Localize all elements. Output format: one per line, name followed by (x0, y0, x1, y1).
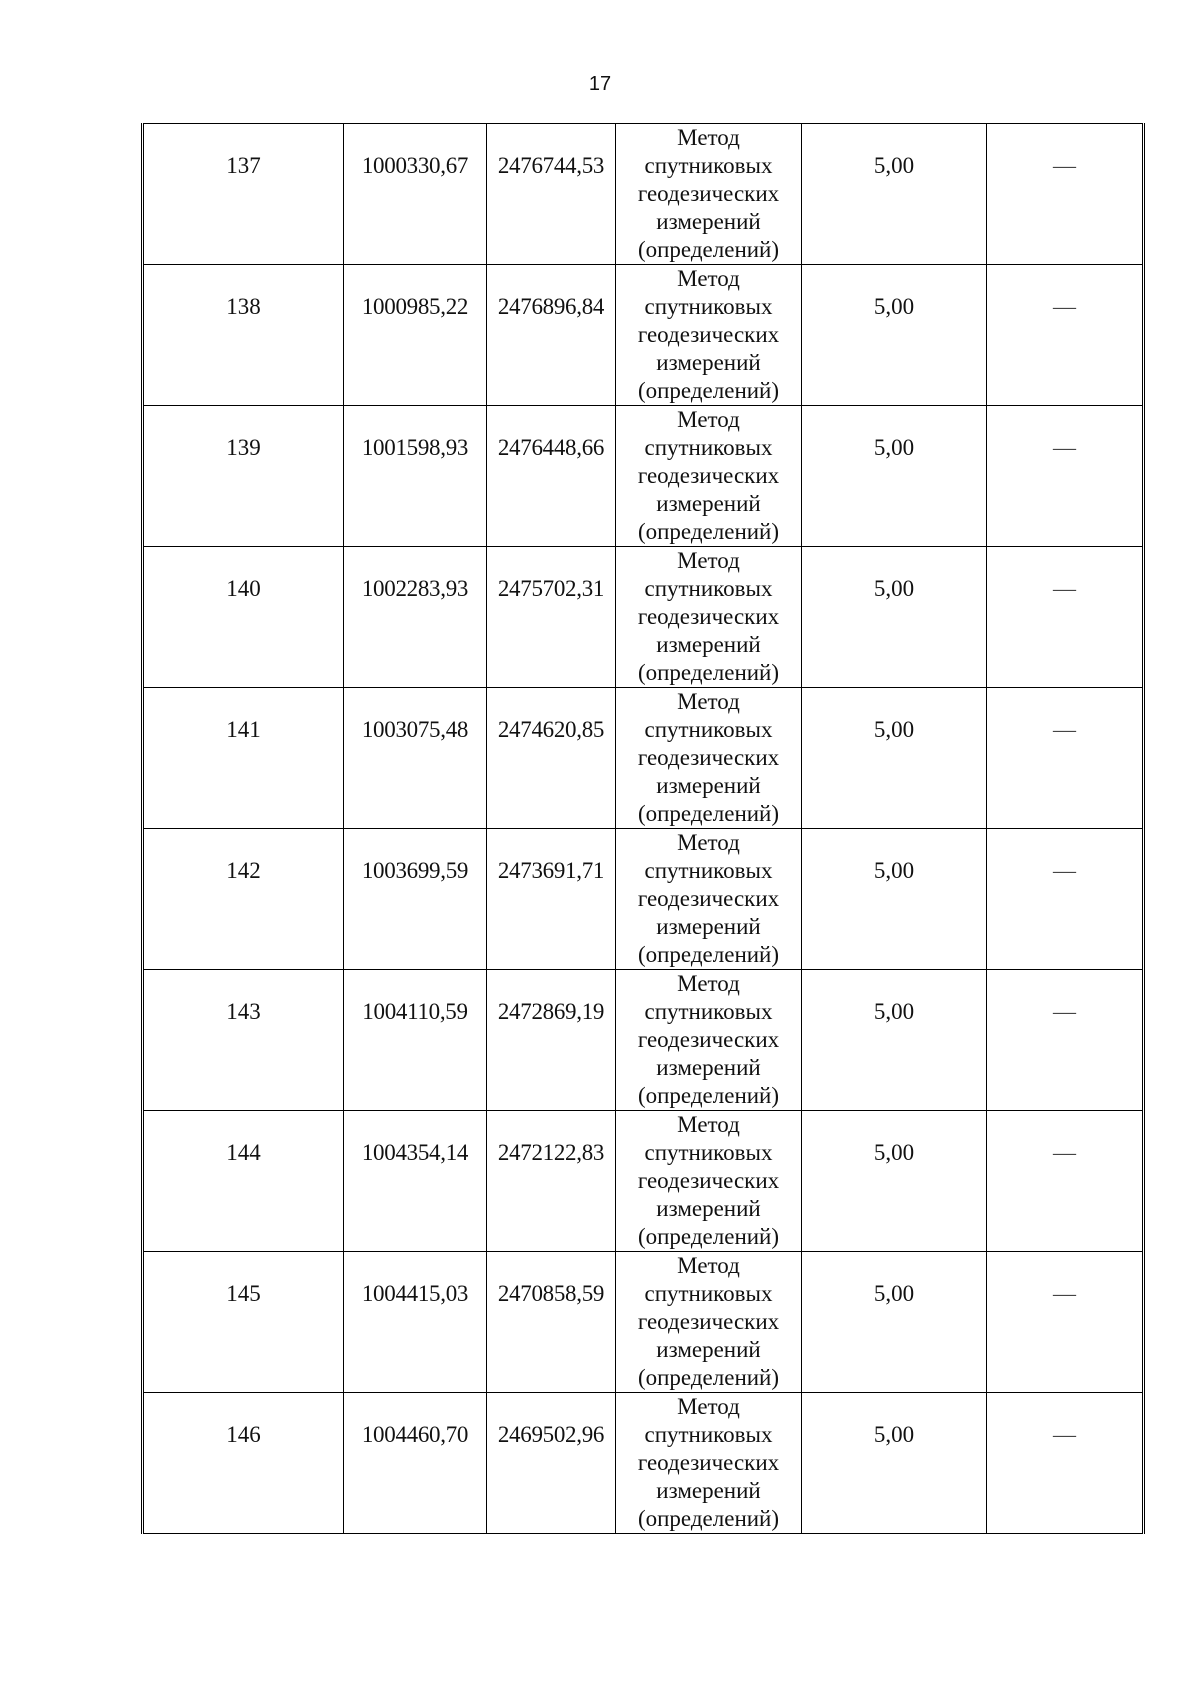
point-number-cell: 146 (143, 1393, 344, 1534)
method-cell (616, 265, 802, 406)
note-cell: — (987, 1252, 1144, 1393)
x-coordinate-cell: 1004354,14 (344, 1111, 487, 1252)
point-number-cell: 143 (143, 970, 344, 1111)
method-cell (616, 970, 802, 1111)
y-coordinate-cell: 2472122,83 (487, 1111, 616, 1252)
accuracy-cell: 5,00 (802, 688, 987, 829)
note-cell: — (987, 688, 1144, 829)
note-cell: — (987, 1111, 1144, 1252)
method-line: измерений (656, 1055, 761, 1080)
method-cell (616, 124, 802, 265)
method-line: (определений) (637, 378, 780, 403)
method-line: геодезических (637, 181, 780, 206)
method-line: Метод (677, 830, 740, 855)
point-number-cell: 145 (143, 1252, 344, 1393)
y-coordinate-cell: 2472869,19 (487, 970, 616, 1111)
table-row (143, 1252, 1144, 1393)
table-body (143, 124, 1144, 1534)
method-line: геодезических (637, 1027, 780, 1052)
note-cell: — (987, 970, 1144, 1111)
method-line: геодезических (637, 745, 780, 770)
method-line: геодезических (637, 604, 780, 629)
method-line: (определений) (637, 801, 780, 826)
method-cell (616, 406, 802, 547)
method-line: Метод (677, 1112, 740, 1137)
method-cell (616, 547, 802, 688)
method-line: (определений) (637, 237, 780, 262)
method-line: измерений (656, 1478, 761, 1503)
method-line: измерений (656, 914, 761, 939)
accuracy-cell: 5,00 (802, 547, 987, 688)
table-row (143, 970, 1144, 1111)
x-coordinate-cell: 1004460,70 (344, 1393, 487, 1534)
x-coordinate-cell: 1000330,67 (344, 124, 487, 265)
y-coordinate-cell: 2476744,53 (487, 124, 616, 265)
method-line: Метод (677, 971, 740, 996)
method-line: спутниковых (644, 1281, 773, 1306)
y-coordinate-cell: 2473691,71 (487, 829, 616, 970)
method-line: Метод (677, 1253, 740, 1278)
method-cell (616, 1252, 802, 1393)
accuracy-cell: 5,00 (802, 265, 987, 406)
y-coordinate-cell: 2476448,66 (487, 406, 616, 547)
note-cell: — (987, 406, 1144, 547)
method-line: измерений (656, 350, 761, 375)
x-coordinate-cell: 1000985,22 (344, 265, 487, 406)
method-line: геодезических (637, 1450, 780, 1475)
method-line: спутниковых (644, 435, 773, 460)
method-line: геодезических (637, 463, 780, 488)
x-coordinate-cell: 1003699,59 (344, 829, 487, 970)
table-row (143, 1111, 1144, 1252)
method-line: геодезических (637, 322, 780, 347)
note-cell: — (987, 829, 1144, 970)
note-cell: — (987, 1393, 1144, 1534)
method-line: геодезических (637, 1309, 780, 1334)
method-cell (616, 829, 802, 970)
x-coordinate-cell: 1004110,59 (344, 970, 487, 1111)
method-line: измерений (656, 491, 761, 516)
table-row (143, 124, 1144, 265)
method-line: измерений (656, 632, 761, 657)
method-line: (определений) (637, 1224, 780, 1249)
method-line: Метод (677, 125, 740, 150)
point-number-cell: 140 (143, 547, 344, 688)
page-number: 17 (588, 73, 612, 95)
x-coordinate-cell: 1002283,93 (344, 547, 487, 688)
coordinates-table-container (141, 123, 1142, 1534)
note-cell: — (987, 124, 1144, 265)
method-line: измерений (656, 209, 761, 234)
method-line: (определений) (637, 660, 780, 685)
y-coordinate-cell: 2470858,59 (487, 1252, 616, 1393)
method-line: геодезических (637, 886, 780, 911)
accuracy-cell: 5,00 (802, 1252, 987, 1393)
x-coordinate-cell: 1004415,03 (344, 1252, 487, 1393)
method-line: (определений) (637, 1506, 780, 1531)
coordinates-table (141, 123, 1145, 1534)
accuracy-cell: 5,00 (802, 124, 987, 265)
accuracy-cell: 5,00 (802, 406, 987, 547)
x-coordinate-cell: 1003075,48 (344, 688, 487, 829)
accuracy-cell: 5,00 (802, 829, 987, 970)
method-line: измерений (656, 1337, 761, 1362)
method-line: Метод (677, 1394, 740, 1419)
note-cell: — (987, 265, 1144, 406)
table-row (143, 547, 1144, 688)
y-coordinate-cell: 2476896,84 (487, 265, 616, 406)
method-cell (616, 1111, 802, 1252)
table-row (143, 265, 1144, 406)
accuracy-cell: 5,00 (802, 970, 987, 1111)
method-line: (определений) (637, 1365, 780, 1390)
point-number-cell: 139 (143, 406, 344, 547)
table-row (143, 1393, 1144, 1534)
method-line: (определений) (637, 519, 780, 544)
table-row (143, 406, 1144, 547)
point-number-cell: 141 (143, 688, 344, 829)
method-cell (616, 688, 802, 829)
method-line: геодезических (637, 1168, 780, 1193)
point-number-cell: 138 (143, 265, 344, 406)
method-line: (определений) (637, 942, 780, 967)
method-line: Метод (677, 407, 740, 432)
table-row (143, 829, 1144, 970)
note-cell: — (987, 547, 1144, 688)
accuracy-cell: 5,00 (802, 1393, 987, 1534)
method-line: спутниковых (644, 1140, 773, 1165)
accuracy-cell: 5,00 (802, 1111, 987, 1252)
point-number-cell: 137 (143, 124, 344, 265)
y-coordinate-cell: 2474620,85 (487, 688, 616, 829)
method-line: Метод (677, 266, 740, 291)
method-line: спутниковых (644, 294, 773, 319)
method-line: спутниковых (644, 1422, 773, 1447)
method-line: спутниковых (644, 717, 773, 742)
method-cell (616, 1393, 802, 1534)
method-line: спутниковых (644, 576, 773, 601)
method-line: измерений (656, 1196, 761, 1221)
point-number-cell: 142 (143, 829, 344, 970)
x-coordinate-cell: 1001598,93 (344, 406, 487, 547)
method-line: спутниковых (644, 858, 773, 883)
method-line: спутниковых (644, 153, 773, 178)
y-coordinate-cell: 2475702,31 (487, 547, 616, 688)
point-number-cell: 144 (143, 1111, 344, 1252)
method-line: Метод (677, 548, 740, 573)
method-line: спутниковых (644, 999, 773, 1024)
table-row (143, 688, 1144, 829)
method-line: Метод (677, 689, 740, 714)
method-line: (определений) (637, 1083, 780, 1108)
y-coordinate-cell: 2469502,96 (487, 1393, 616, 1534)
method-line: измерений (656, 773, 761, 798)
